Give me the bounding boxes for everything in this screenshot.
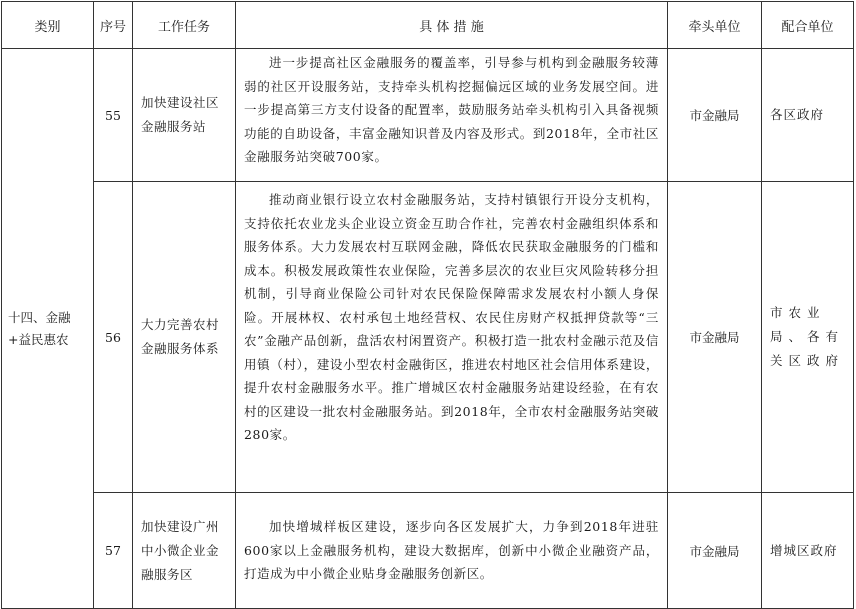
- header-category: 类别: [2, 2, 94, 49]
- row-lead: 市金融局: [668, 182, 762, 493]
- row-lead: 市金融局: [668, 493, 762, 609]
- row-number: 55: [94, 49, 133, 182]
- row-task: 加快建设广州中小微企业金融服务区: [133, 493, 236, 609]
- header-row: [2, 2, 854, 49]
- header-task: 工作任务: [133, 2, 236, 49]
- row-measures: [236, 182, 668, 493]
- measures-text: 进一步提高社区金融服务的覆盖率，引导参与机构到金融服务较薄弱的社区开设服务站，支持牵头机构挖掘偏远区域的业务发展空间。进一步提高第三方支付设备的配置率，鼓励服务站牵头机构引入具备视频功能的自助设备，丰富金融知识普及内容及形式。到2018年，全市社区金融服务站突破700家。: [244, 55, 659, 164]
- header-measures: 具 体 措 施: [236, 2, 668, 49]
- measures-text: 加快增城样板区建设，逐步向各区发展扩大，力争到2018年进驻600家以上金融服务机构，建设大数据库，创新中小微企业融资产品，打造成为中小微企业贴身金融服务创新区。: [244, 519, 659, 581]
- row-coop: 市农业局、各有关区政府: [762, 182, 854, 493]
- header-number: 序号: [94, 2, 133, 49]
- table-row: [2, 49, 854, 182]
- row-coop: 增城区政府: [762, 493, 854, 609]
- row-number: 56: [94, 182, 133, 493]
- row-task: 大力完善农村金融服务体系: [133, 182, 236, 493]
- row-number: 57: [94, 493, 133, 609]
- header-lead: 牵头单位: [668, 2, 762, 49]
- row-lead: 市金融局: [668, 49, 762, 182]
- row-task: 加快建设社区金融服务站: [133, 49, 236, 182]
- header-coop: 配合单位: [762, 2, 854, 49]
- table-row: [2, 493, 854, 609]
- row-coop: 各区政府: [762, 49, 854, 182]
- task-table: [1, 1, 854, 609]
- measures-text: 推动商业银行设立农村金融服务站，支持村镇银行开设分支机构，支持依托农业龙头企业设立资金互助合作社，完善农村金融组织体系和服务体系。大力发展农村互联网金融，降低农民获取金融服务的门槛和成本。积极发展政策性农业保险，完善多层次的农业巨灾风险转移分担机制，引导商业保险公司针对农民保险保障需求发展农村小额人身保险。开展林权、农村承包土地经营权、农民住房财产权抵押贷款等“三农”金融产品创新，盘活农村闲置资产。积极打造一批农村金融示范及信用镇（村），建设小型农村金融街区，推进农村地区社会信用体系建设，提升农村金融服务水平。推广增城区农村金融服务站建设经验，在有农村的区建设一批农村金融服务站。到2018年，全市农村金融服务站突破280家。: [244, 192, 659, 442]
- row-measures: [236, 493, 668, 609]
- table-row: [2, 182, 854, 493]
- row-measures: [236, 49, 668, 182]
- category-cell: 十四、金融+益民惠农: [2, 49, 94, 609]
